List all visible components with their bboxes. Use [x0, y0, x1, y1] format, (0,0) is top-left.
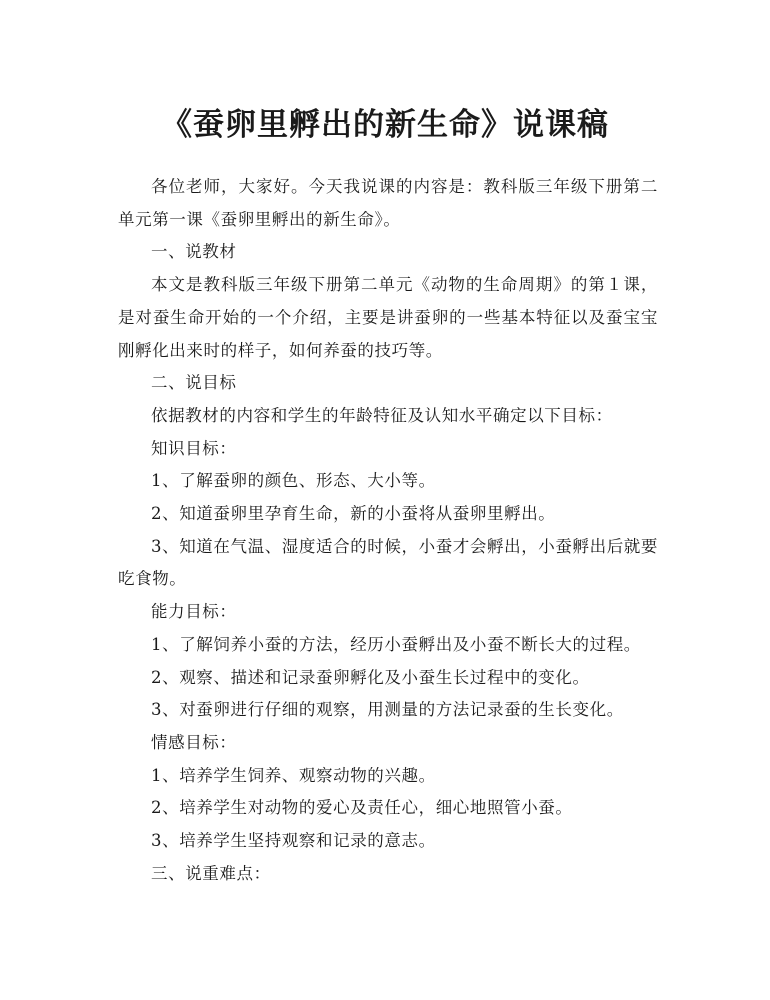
document-body — [118, 171, 658, 890]
list-item-knowledge-2: 2、知道蚕卵里孕育生命，新的小蚕将从蚕卵里孵出。 — [151, 504, 556, 524]
section-heading-key-points: 三、说重难点： — [151, 863, 271, 883]
list-item-emotion-2: 2、培养学生对动物的爱心及责任心，细心地照管小蚕。 — [151, 798, 573, 818]
subheading-ability-objectives: 能力目标： — [151, 602, 237, 622]
paragraph-intro: 各位老师，大家好。今天我说课的内容是：教科版三年级下册第二单元第一课《蚕卵里孵出的新生命》。 — [118, 177, 658, 229]
subheading-knowledge-objectives: 知识目标： — [151, 438, 237, 458]
list-item-emotion-1: 1、培养学生饲养、观察动物的兴趣。 — [151, 765, 436, 785]
list-item-knowledge-1: 1、了解蚕卵的颜色、形态、大小等。 — [151, 471, 436, 491]
list-item-ability-2: 2、观察、描述和记录蚕卵孵化及小蚕生长过程中的变化。 — [151, 667, 590, 687]
list-item-ability-1: 1、了解饲养小蚕的方法，经历小蚕孵出及小蚕不断长大的过程。 — [151, 634, 641, 654]
subheading-emotion-objectives: 情感目标： — [151, 732, 237, 752]
section-heading-textbook: 一、说教材 — [151, 242, 237, 262]
list-item-knowledge-3: 3、知道在气温、湿度适合的时候，小蚕才会孵出，小蚕孵出后就要吃食物。 — [118, 536, 658, 589]
list-item-ability-3: 3、对蚕卵进行仔细的观察，用测量的方法记录蚕的生长变化。 — [151, 700, 624, 720]
section-heading-objectives: 二、说目标 — [151, 373, 237, 393]
paragraph-textbook: 本文是教科版三年级下册第二单元《动物的生命周期》的第１课，是对蚕生命开始的一个介绍，主要是讲蚕卵的一些基本特征以及蚕宝宝刚孵化出来时的样子，如何养蚕的技巧等。 — [118, 275, 658, 360]
paragraph-objectives-basis: 依据教材的内容和学生的年龄特征及认知水平确定以下目标： — [151, 405, 613, 425]
list-item-emotion-3: 3、培养学生坚持观察和记录的意志。 — [151, 831, 436, 851]
document-title: 《蚕卵里孵出的新生命》说课稿 — [161, 106, 609, 143]
